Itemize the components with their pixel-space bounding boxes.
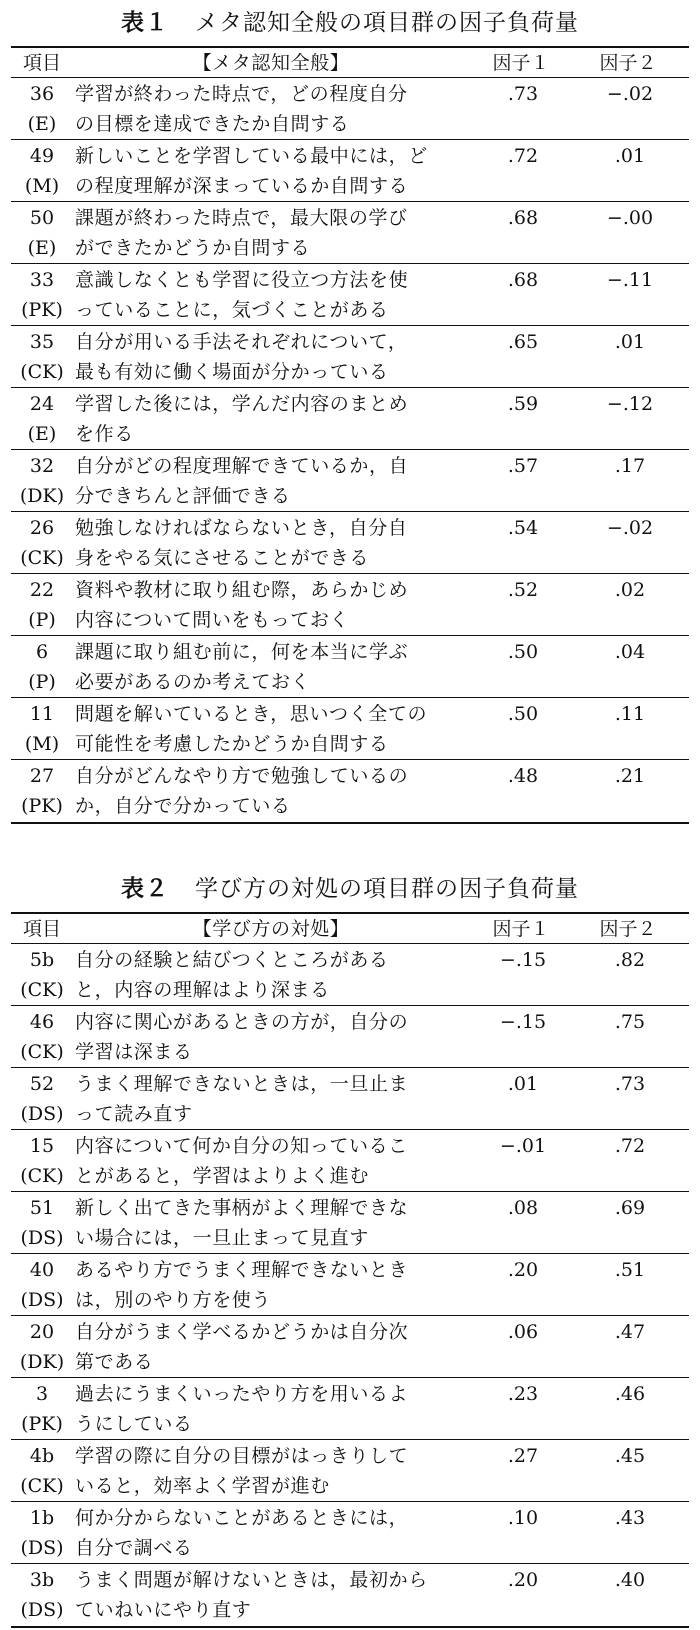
table-1-number: 表１ [121, 10, 169, 36]
item-code: (E) [27, 113, 57, 135]
header-category: 【メタ認知全般】 [192, 52, 350, 74]
item-cell [11, 698, 73, 759]
item-text-line2: の程度理解が深まっているか自問する [75, 175, 409, 197]
item-code: (DS) [20, 1103, 64, 1125]
item-cell [11, 760, 73, 822]
item-code: (E) [27, 237, 57, 259]
factor2-loading: .75 [614, 1011, 646, 1033]
table-2-title [11, 866, 689, 912]
item-code: (DS) [20, 1599, 64, 1621]
factor2-loading: −.12 [606, 393, 654, 415]
item-cell [11, 78, 73, 139]
item-cell [11, 636, 73, 697]
table-row [11, 1316, 689, 1378]
header-factor1: 因子１ [492, 918, 550, 940]
item-text-line1: 学習した後には，学んだ内容のまとめ [75, 393, 409, 415]
table-row [11, 388, 689, 450]
table-row [11, 264, 689, 326]
item-number: 6 [35, 641, 49, 663]
table-row [11, 1440, 689, 1502]
table-row [11, 636, 689, 698]
item-text-cell [73, 1192, 471, 1253]
item-text-cell [73, 1440, 471, 1501]
item-cell [11, 1502, 73, 1563]
factor1-loading: .50 [507, 703, 539, 725]
item-code: (DS) [20, 1537, 64, 1559]
item-text-line1: 勉強しなければならないとき，自分自 [75, 517, 408, 539]
item-text-line1: 何か分からないことがあるときには， [75, 1507, 409, 1529]
factor1-loading: .54 [507, 517, 539, 539]
item-cell [11, 1068, 73, 1129]
factor2-loading: .40 [614, 1569, 646, 1591]
item-number: 15 [29, 1135, 55, 1157]
factor1-loading: .68 [507, 269, 539, 291]
item-number: 36 [29, 83, 55, 105]
factor2-loading: .21 [614, 765, 646, 787]
item-text-cell [73, 1130, 471, 1191]
table-row [11, 1378, 689, 1440]
item-text-line1: 自分がうまく学べるかどうかは自分次 [75, 1321, 409, 1343]
factor2-loading: −.02 [606, 517, 654, 539]
factor2-loading: .01 [614, 331, 646, 353]
item-cell [11, 1006, 73, 1067]
table-row [11, 140, 689, 202]
factor2-loading: .69 [614, 1197, 646, 1219]
item-text-line2: い場合には，一旦止まって見直す [75, 1227, 370, 1249]
item-cell [11, 140, 73, 201]
item-number: 27 [29, 765, 55, 787]
factor1-loading: .65 [507, 331, 539, 353]
factor1-loading: .52 [507, 579, 539, 601]
factor1-loading: .10 [507, 1507, 539, 1529]
item-text-line1: 課題に取り組む前に，何を本当に学ぶ [75, 641, 409, 663]
item-text-line1: 問題を解いているとき，思いつく全ての [75, 703, 428, 725]
item-number: 4b [29, 1445, 55, 1467]
table-row [11, 512, 689, 574]
table-row [11, 698, 689, 760]
factor1-loading: .01 [507, 1073, 539, 1095]
item-text-line1: 新しいことを学習している最中には，ど [75, 145, 428, 167]
item-text-line2: 第である [75, 1351, 154, 1373]
factor1-loading: .73 [507, 83, 539, 105]
table-row [11, 1254, 689, 1316]
item-number: 11 [29, 703, 55, 725]
item-text-line2: うにしている [75, 1413, 193, 1435]
item-cell [11, 264, 73, 325]
item-cell [11, 574, 73, 635]
item-code: (P) [28, 609, 56, 631]
factor2-loading: .72 [614, 1135, 646, 1157]
table-header [11, 48, 689, 78]
item-number: 33 [29, 269, 55, 291]
item-text-line1: うまく問題が解けないときは，最初から [75, 1569, 428, 1591]
item-text-line2: って読み直す [75, 1103, 193, 1125]
factor2-loading: .45 [614, 1445, 646, 1467]
item-text-line1: 自分の経験と結びつくところがある [75, 949, 389, 971]
item-text-cell [73, 326, 471, 387]
item-number: 49 [29, 145, 55, 167]
factor1-loading: .59 [507, 393, 539, 415]
table-row [11, 78, 689, 140]
table-row [11, 760, 689, 822]
header-factor2: 因子２ [599, 52, 657, 74]
item-code: (P) [28, 671, 56, 693]
item-number: 50 [29, 207, 55, 229]
item-text-line1: 内容に関心があるときの方が，自分の [75, 1011, 409, 1033]
item-text-cell [73, 1068, 471, 1129]
factor1-loading: .57 [507, 455, 539, 477]
item-text-line2: は，別のやり方を使う [75, 1289, 272, 1311]
item-text-cell [73, 388, 471, 449]
item-text-line2: ができたかどうか自問する [75, 237, 311, 259]
factor1-loading: .50 [507, 641, 539, 663]
factor1-loading: −.15 [499, 1011, 547, 1033]
item-cell [11, 388, 73, 449]
item-text-cell [73, 1502, 471, 1563]
item-cell [11, 326, 73, 387]
item-text-line2: 身をやる気にさせることができる [75, 547, 370, 569]
item-number: 51 [29, 1197, 55, 1219]
item-number: 24 [29, 393, 55, 415]
table-row [11, 574, 689, 636]
table-row [11, 1006, 689, 1068]
item-text-line2: とがあると，学習はよりよく進む [75, 1165, 370, 1187]
item-text-cell [73, 1254, 471, 1315]
item-code: (M) [24, 733, 60, 755]
factor2-loading: .47 [614, 1321, 646, 1343]
item-text-cell [73, 264, 471, 325]
header-factor2: 因子２ [599, 918, 657, 940]
item-text-line2: を作る [75, 423, 134, 445]
table-row [11, 1564, 689, 1626]
item-cell [11, 944, 73, 1005]
item-number: 20 [29, 1321, 55, 1343]
item-code: (CK) [20, 1041, 64, 1063]
item-number: 40 [29, 1259, 55, 1281]
item-text-cell [73, 78, 471, 139]
factor2-loading: .51 [614, 1259, 646, 1281]
item-text-line2: と，内容の理解はより深まる [75, 979, 330, 1001]
item-text-cell [73, 1378, 471, 1439]
item-text-line2: 可能性を考慮したかどうか自問する [75, 733, 389, 755]
item-cell [11, 1192, 73, 1253]
table-2-number: 表２ [121, 876, 169, 902]
item-number: 22 [29, 579, 55, 601]
factor1-loading: .68 [507, 207, 539, 229]
item-code: (CK) [20, 547, 64, 569]
item-cell [11, 512, 73, 573]
item-code: (CK) [20, 361, 64, 383]
item-text-line1: 学習が終わった時点で，どの程度自分 [75, 83, 408, 105]
item-text-line1: 自分がどの程度理解できているか，自 [75, 455, 409, 477]
table-row [11, 326, 689, 388]
item-text-line1: 学習の際に自分の目標がはっきりして [75, 1445, 409, 1467]
item-text-cell [73, 450, 471, 511]
factor1-loading: .48 [507, 765, 539, 787]
table-1-caption: メタ認知全般の項目群の因子負荷量 [195, 10, 579, 36]
item-code: (PK) [21, 795, 63, 817]
factor2-loading: .46 [614, 1383, 646, 1405]
factor1-loading: .27 [507, 1445, 539, 1467]
item-text-line1: 過去にうまくいったやり方を用いるよ [75, 1383, 409, 1405]
item-text-cell [73, 202, 471, 263]
item-code: (CK) [20, 979, 64, 1001]
header-item: 項目 [22, 52, 61, 74]
factor2-loading: −.02 [606, 83, 654, 105]
table-row [11, 1068, 689, 1130]
item-text-line1: 課題が終わった時点で，最大限の学び [75, 207, 408, 229]
item-number: 3b [29, 1569, 55, 1591]
table-body [11, 78, 689, 822]
item-code: (CK) [20, 1475, 64, 1497]
item-text-line1: あるやり方でうまく理解できないとき [75, 1259, 409, 1281]
item-cell [11, 1440, 73, 1501]
item-text-cell [73, 140, 471, 201]
item-code: (PK) [21, 1413, 63, 1435]
item-text-cell [73, 1006, 471, 1067]
table-row [11, 1130, 689, 1192]
factor2-loading: .43 [614, 1507, 646, 1529]
factor2-loading: .11 [614, 703, 646, 725]
item-text-line2: 必要があるのか考えておく [75, 671, 311, 693]
header-factor1: 因子１ [492, 52, 550, 74]
factor1-loading: −.15 [499, 949, 547, 971]
item-number: 35 [29, 331, 55, 353]
table-row [11, 450, 689, 512]
header-item: 項目 [22, 918, 61, 940]
table-2-section [11, 866, 689, 1628]
table-2-caption: 学び方の対処の項目群の因子負荷量 [195, 876, 579, 902]
header-category: 【学び方の対処】 [192, 918, 350, 940]
item-text-line1: 自分が用いる手法それぞれについて， [75, 331, 408, 353]
item-code: (DS) [20, 1227, 64, 1249]
item-number: 3 [35, 1383, 49, 1405]
factor1-loading: .06 [507, 1321, 539, 1343]
table-body [11, 944, 689, 1626]
loadings-table [11, 46, 689, 824]
item-text-cell [73, 1316, 471, 1377]
table-row [11, 1502, 689, 1564]
factor1-loading: .20 [507, 1259, 539, 1281]
item-text-line2: か，自分で分かっている [75, 795, 291, 817]
factor2-loading: .01 [614, 145, 646, 167]
item-number: 32 [29, 455, 55, 477]
item-code: (DK) [19, 1351, 65, 1373]
item-code: (M) [24, 175, 60, 197]
item-text-line2: 学習は深まる [75, 1041, 193, 1063]
table-row [11, 202, 689, 264]
item-cell [11, 1130, 73, 1191]
item-text-line1: 意識しなくとも学習に役立つ方法を使 [75, 269, 409, 291]
factor1-loading: .20 [507, 1569, 539, 1591]
item-number: 26 [29, 517, 55, 539]
loadings-table [11, 912, 689, 1628]
item-text-cell [73, 698, 471, 759]
item-number: 52 [29, 1073, 55, 1095]
item-text-line2: 最も有効に働く場面が分かっている [75, 361, 389, 383]
item-code: (E) [27, 423, 57, 445]
item-number: 5b [29, 949, 55, 971]
item-number: 46 [29, 1011, 55, 1033]
item-text-cell [73, 1564, 471, 1626]
item-text-line1: 新しく出てきた事柄がよく理解できな [75, 1197, 409, 1219]
table-row [11, 944, 689, 1006]
factor2-loading: .82 [614, 949, 646, 971]
item-text-line1: うまく理解できないときは，一旦止ま [75, 1073, 409, 1095]
item-text-cell [73, 512, 471, 573]
item-text-line1: 内容について何か自分の知っているこ [75, 1135, 408, 1157]
item-code: (CK) [20, 1165, 64, 1187]
factor2-loading: .17 [614, 455, 646, 477]
item-cell [11, 1378, 73, 1439]
item-text-line2: 内容について問いをもっておく [75, 609, 350, 631]
item-code: (DS) [20, 1289, 64, 1311]
item-number: 1b [29, 1507, 55, 1529]
table-1-title [11, 0, 689, 46]
item-text-cell [73, 944, 471, 1005]
table-header [11, 914, 689, 944]
factor1-loading: .08 [507, 1197, 539, 1219]
item-cell [11, 1254, 73, 1315]
factor2-loading: .02 [614, 579, 646, 601]
item-text-line2: ていねいにやり直す [75, 1599, 252, 1621]
table-row [11, 1192, 689, 1254]
item-text-line1: 自分がどんなやり方で勉強しているの [75, 765, 409, 787]
item-text-cell [73, 574, 471, 635]
item-text-line2: の目標を達成できたか自問する [75, 113, 350, 135]
factor2-loading: −.11 [606, 269, 654, 291]
item-cell [11, 202, 73, 263]
item-text-line2: 自分で調べる [75, 1537, 193, 1559]
item-text-cell [73, 636, 471, 697]
factor2-loading: .73 [614, 1073, 646, 1095]
item-cell [11, 1564, 73, 1626]
item-text-line1: 資料や教材に取り組む際，あらかじめ [75, 579, 409, 601]
item-text-line2: っていることに，気づくことがある [75, 299, 389, 321]
factor1-loading: .23 [507, 1383, 539, 1405]
factor2-loading: −.00 [606, 207, 654, 229]
factor1-loading: .72 [507, 145, 539, 167]
item-code: (DK) [19, 485, 65, 507]
factor2-loading: .04 [614, 641, 646, 663]
factor1-loading: −.01 [499, 1135, 547, 1157]
item-cell [11, 450, 73, 511]
item-code: (PK) [21, 299, 63, 321]
item-text-cell [73, 760, 471, 822]
table-1-section [11, 0, 689, 824]
item-text-line2: いると，効率よく学習が進む [75, 1475, 330, 1497]
item-cell [11, 1316, 73, 1377]
item-text-line2: 分できちんと評価できる [75, 485, 291, 507]
